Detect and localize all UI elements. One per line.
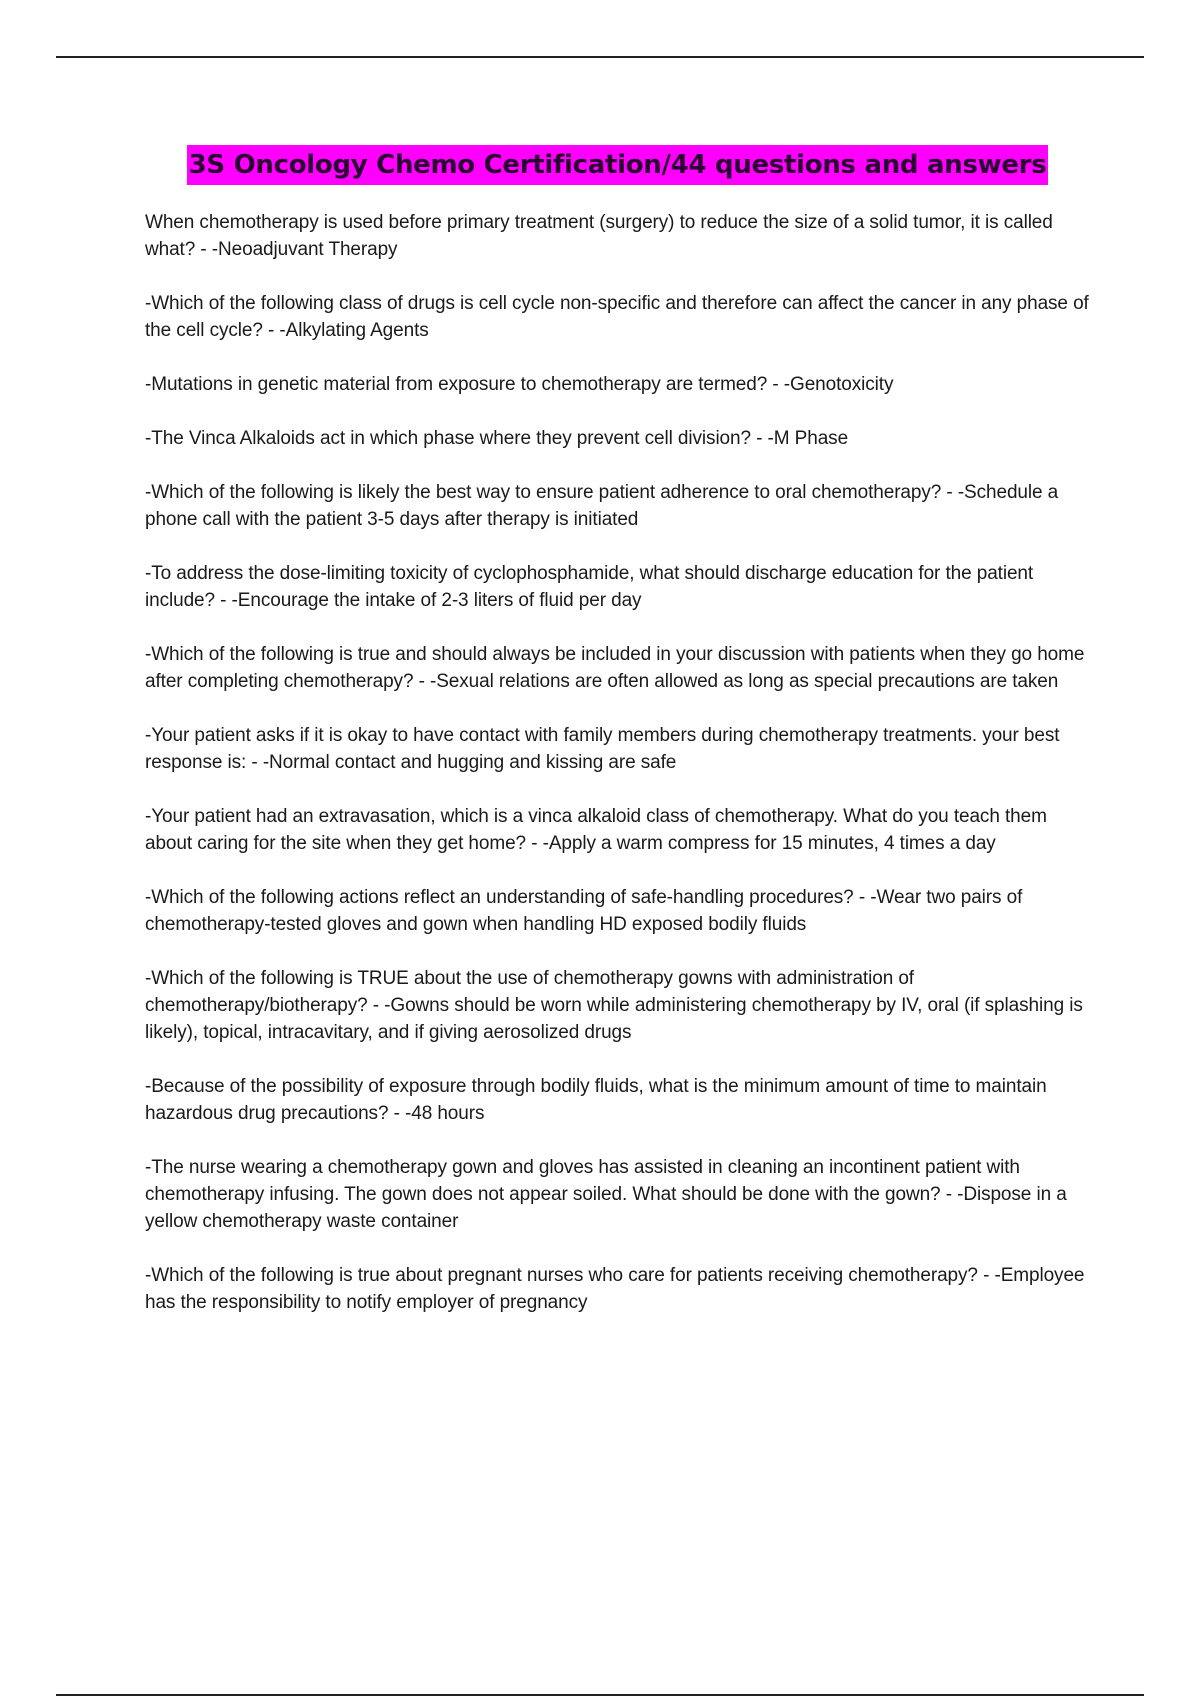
qa-item: -Which of the following is true about pregnant nurses who care for patients receiving chemotherapy? - -Employee has the responsibility to notify employer of pregnancy [145,1265,1085,1313]
qa-item: -Which of the following is true and should always be included in your discussion with patients when they go home after completing chemotherapy? - -Sexual relations are often allowed as long as special precautions are taken [145,644,1085,692]
bottom-rule [56,1694,1144,1696]
qa-item: -Which of the following is likely the best way to ensure patient adherence to oral chemotherapy? - -Schedule a phone call with the patient 3-5 days after therapy is initiated [145,482,1059,530]
qa-item: -Mutations in genetic material from exposure to chemotherapy are termed? - -Genotoxicity [145,374,894,395]
qa-item: When chemotherapy is used before primary treatment (surgery) to reduce the size of a solid tumor, it is called what? - -Neoadjuvant Therapy [145,212,1053,260]
qa-item: -Because of the possibility of exposure through bodily fluids, what is the minimum amount of time to maintain hazardous drug precautions? - -48 hours [145,1076,1047,1124]
top-rule [56,56,1144,58]
qa-item: -To address the dose-limiting toxicity of cyclophosphamide, what should discharge education for the patient include? - -Encourage the intake of 2-3 liters of fluid per day [145,563,1034,611]
qa-item: -Your patient asks if it is okay to have contact with family members during chemotherapy treatments. your best response is: - -Normal contact and hugging and kissing are safe [145,725,1060,773]
title-wrapper [145,145,1090,185]
qa-item: -The Vinca Alkaloids act in which phase where they prevent cell division? - -M Phase [145,428,849,449]
qa-item: -Which of the following is TRUE about the use of chemotherapy gowns with administration of chemotherapy/biotherapy? - -Gowns should be worn while administering chemotherapy by IV, oral (if splashing is likely), topical, intracavitary, and if giving aerosolized drugs [145,968,1083,1043]
qa-item: -The nurse wearing a chemotherapy gown and gloves has assisted in cleaning an incontinent patient with chemotherapy infusing. The gown does not appear soiled. What should be done with the gown? - -Dispose in a yellow chemotherapy waste container [145,1157,1067,1232]
qa-item: -Your patient had an extravasation, which is a vinca alkaloid class of chemotherapy. What do you teach them about caring for the site when they get home? - -Apply a warm compress for 15 minutes, 4 times a day [145,806,1047,854]
document-title: 3S Oncology Chemo Certification/44 questions and answers [187,145,1049,185]
document-body [145,145,1090,1343]
qa-list [145,209,1090,1316]
qa-item: -Which of the following class of drugs is cell cycle non-specific and therefore can affect the cancer in any phase of the cell cycle? - -Alkylating Agents [145,293,1089,341]
qa-item: -Which of the following actions reflect an understanding of safe-handling procedures? - -Wear two pairs of chemotherapy-tested gloves and gown when handling HD exposed bodily fluids [145,887,1023,935]
